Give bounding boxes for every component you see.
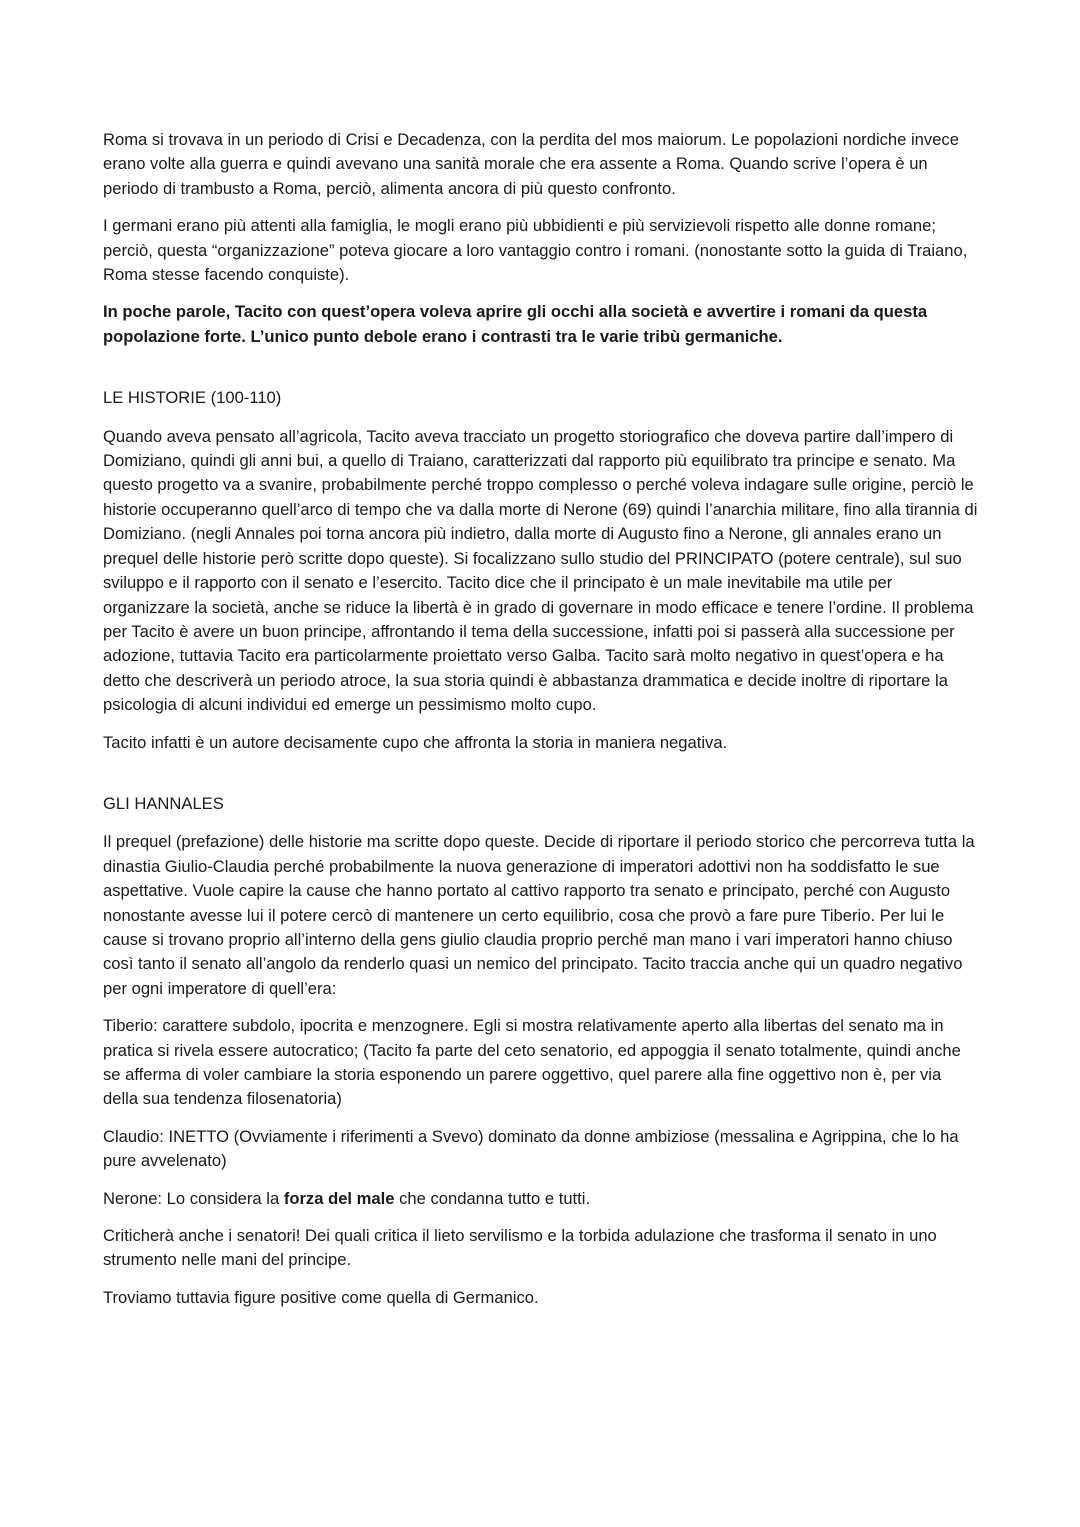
annales-paragraph-1: Il prequel (prefazione) delle historie ma scritte dopo queste. Decide di riportare il periodo storico che percorreva tutta la dinastia Giulio-Claudia perché probabilmente la nuova generazione di imperatori adottivi non ha soddisfatto le sue aspettative. Vuole capire la cause che hanno portato al cattivo rapporto tra senato e principato, perché con Augusto nonostante avesse lui il potere cercò di mantenere un certo equilibrio, cosa che provò a fare pure Tiberio. Per lui le cause si trovano proprio all’interno della gens giulio claudia proprio perché man mano i vari imperatori hanno chiuso così tanto il senato all’angolo da renderlo quasi un nemico del principato. Tacito traccia anche qui un quadro negativo per ogni imperatore di quell’era: xyxy=(103,832,975,998)
nerone-text-pre: Nerone: Lo considera la xyxy=(103,1188,284,1208)
document-page xyxy=(103,128,978,1323)
annales-claudio: Claudio: INETTO (Ovviamente i riferimenti a Svevo) dominato da donne ambiziose (messalina e Agrippina, che lo ha pure avvelenato) xyxy=(103,1126,959,1171)
annales-heading: GLI HANNALES xyxy=(103,793,224,813)
annales-tiberio: Tiberio: carattere subdolo, ipocrita e menzognere. Egli si mostra relativamente aperto alla libertas del senato ma in pratica si rivela essere autocratico; (Tacito fa parte del ceto senatorio, ed appoggia il senato totalmente, quindi anche se afferma di voler cambiare la storia esponendo un parere oggettivo, quel parere alla fine oggettivo non è, per via della sua tendenza filosenatoria) xyxy=(103,1016,961,1109)
annales-senatori: Criticherà anche i senatori! Dei quali critica il lieto servilismo e la torbida adulazione che trasforma il senato in uno strumento nelle mani del principe. xyxy=(103,1226,937,1270)
annales-nerone xyxy=(103,1187,978,1211)
historie-paragraph-2: Tacito infatti è un autore decisamente cupo che affronta la storia in maniera negativa. xyxy=(103,732,728,752)
annales-germanico: Troviamo tuttavia figure positive come quella di Germanico. xyxy=(103,1287,539,1307)
historie-paragraph-1: Quando aveva pensato all’agricola, Tacito aveva tracciato un progetto storiografico che doveva partire dall’impero di Domiziano, quindi gli anni bui, a quello di Traiano, caratterizzati dal rapporto più equilibrato tra principe e senato. Ma questo progetto va a svanire, probabilmente perché troppo complesso o perché voleva indagare sulle origine, perciò le historie occuperanno quell’arco di tempo che va dalla morte di Nerone (69) quindi l’anarchia militare, fino alla tirannia di Domiziano. (negli Annales poi torna ancora più indietro, dalla morte di Augusto fino a Nerone, gli annales erano un prequel delle historie però scritte dopo queste). Si focalizzano sullo studio del PRINCIPATO (potere centrale), sul suo sviluppo e il rapporto con il senato e l’esercito. Tacito dice che il principato è un male inevitabile ma utile per organizzare la società, anche se riduce la libertà è in grado di governare in modo efficace e tenere l’ordine. Il problema per Tacito è avere un buon principe, affrontando il tema della successione, infatti poi si passerà alla successione per adozione, tuttavia Tacito era particolarmente proiettato verso Galba. Tacito sarà molto negativo in quest’opera e ha detto che descriverà un periodo atroce, la sua storia quindi è abbastanza drammatica e decide inoltre di riportare la psicologia di alcuni individui ed emerge un pessimismo molto cupo. xyxy=(103,426,978,715)
historie-heading: LE HISTORIE (100-110) xyxy=(103,388,282,408)
intro-paragraph-1: Roma si trovava in un periodo di Crisi e Decadenza, con la perdita del mos maiorum. Le popolazioni nordiche invece erano volte alla guerra e quindi avevano una sanità morale che era assente a Roma. Quando scrive l’opera è un periodo di trambusto a Roma, perciò, alimenta ancora di più questo confronto. xyxy=(103,130,959,198)
intro-summary-bold: In poche parole, Tacito con quest’opera voleva aprire gli occhi alla società e avvertire i romani da questa popolazione forte. L’unico punto debole erano i contrasti tra le varie tribù germaniche. xyxy=(103,302,928,346)
nerone-text-bold: forza del male xyxy=(283,1188,395,1208)
nerone-text-post: che condanna tutto e tutti. xyxy=(394,1188,591,1208)
intro-paragraph-2: I germani erano più attenti alla famiglia, le mogli erano più ubbidienti e più servizievoli rispetto alle donne romane; perciò, questa “organizzazione” poteva giocare a loro vantaggio contro i romani. (nonostante sotto la guida di Traiano, Roma stesse facendo conquiste). xyxy=(103,216,968,285)
